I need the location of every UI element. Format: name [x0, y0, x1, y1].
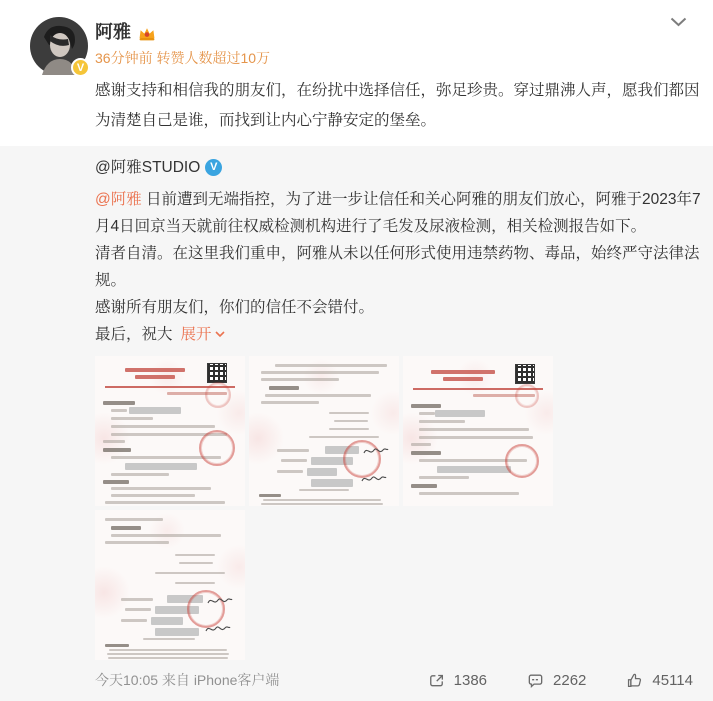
verified-badge-blue: V: [205, 159, 222, 176]
document-text-line: [281, 459, 307, 462]
report-images-grid: [95, 356, 555, 660]
vip-crown-icon: [138, 26, 156, 41]
document-text-line: [299, 489, 349, 491]
document-text-line: [277, 470, 303, 473]
document-text-line: [111, 409, 127, 412]
document-text-line: [275, 364, 387, 367]
document-text-line: [329, 412, 369, 414]
document-text-line: [111, 425, 215, 428]
qr-code-icon: [207, 363, 227, 383]
red-title-line: [431, 370, 495, 374]
document-text-line: [179, 562, 213, 564]
report-image-1[interactable]: [95, 356, 245, 506]
redacted-text: [311, 479, 353, 487]
comment-count: 2262: [553, 671, 587, 689]
repost-button[interactable]: [428, 672, 487, 689]
comment-icon: [527, 672, 544, 689]
red-title-line: [443, 377, 483, 381]
section-heading-line: [411, 484, 437, 488]
document-text-line: [419, 412, 435, 415]
redacted-text: [151, 617, 183, 625]
redacted-text: [125, 463, 197, 470]
like-button[interactable]: [626, 672, 693, 689]
expand-label: 展开: [180, 326, 212, 343]
quote-paragraph-1: [95, 186, 701, 240]
document-text-line: [121, 619, 147, 622]
redacted-text: [155, 628, 199, 636]
post-time-source: 今天10:05 来自 iPhone客户端: [95, 672, 280, 688]
report-image-4[interactable]: [95, 510, 245, 660]
section-heading-line: [111, 526, 141, 530]
document-text-line: [111, 534, 221, 537]
repost-count: 1386: [453, 671, 488, 689]
red-stamp-icon: [205, 382, 231, 408]
redacted-text: [307, 468, 337, 476]
like-icon: [626, 672, 643, 689]
document-text-line: [111, 487, 211, 490]
avatar[interactable]: [30, 17, 88, 75]
document-text-line: [277, 449, 309, 452]
document-text-line: [143, 638, 195, 640]
redacted-text: [435, 410, 485, 417]
mention-link[interactable]: @阿雅: [95, 191, 142, 208]
quoted-author-link[interactable]: @阿雅STUDIO: [95, 159, 201, 176]
section-heading-line: [105, 644, 129, 647]
document-text-line: [309, 436, 379, 438]
document-text-line: [261, 503, 383, 505]
section-heading-line: [103, 401, 135, 405]
section-heading-line: [269, 386, 299, 390]
signature-scribble: [363, 444, 389, 463]
document-text-line: [419, 492, 519, 495]
document-text-line: [111, 417, 153, 420]
document-text-line: [103, 440, 125, 443]
document-text-line: [419, 420, 465, 423]
quoted-post-header: [95, 157, 693, 181]
red-title-line: [135, 375, 175, 379]
red-stamp-icon: [515, 384, 539, 408]
document-text-line: [265, 394, 371, 397]
section-heading-line: [103, 480, 129, 484]
document-text-line: [419, 428, 529, 431]
quote-paragraph-4: [95, 321, 701, 348]
red-stamp-icon: [505, 444, 539, 478]
post-meta: 36分钟前 转赞人数超过10万: [95, 50, 271, 66]
redacted-text: [129, 407, 181, 414]
document-text-line: [175, 554, 215, 556]
quoted-post[interactable]: [0, 146, 713, 701]
section-heading-line: [259, 494, 281, 497]
quote-paragraph-2: 清者自清。在这里我们重申，阿雅从未以任何形式使用违禁药物、毒品，始终严守法律法规。: [95, 245, 700, 289]
section-heading-line: [411, 451, 441, 455]
quote-paragraph-4-text: 最后，祝大: [95, 326, 173, 343]
document-text-line: [125, 608, 151, 611]
signature-scribble: [207, 594, 233, 613]
repost-icon: [428, 672, 445, 689]
red-title-line: [125, 368, 185, 372]
post-footer: [95, 669, 693, 691]
document-text-line: [155, 572, 225, 574]
document-text-line: [111, 494, 195, 497]
document-text-line: [261, 371, 379, 374]
qr-code-icon: [515, 364, 535, 384]
quote-paragraph-3: 感谢所有朋友们，你们的信任不会错付。: [95, 299, 375, 316]
author-name[interactable]: 阿雅: [95, 22, 131, 42]
document-text-line: [105, 541, 169, 544]
chevron-down-icon[interactable]: [670, 14, 687, 32]
report-image-2[interactable]: [249, 356, 399, 506]
post-header: [95, 0, 713, 67]
verified-badge-yellow: V: [71, 58, 90, 77]
document-text-line: [105, 518, 163, 521]
signature-scribble: [361, 472, 387, 491]
signature-scribble: [205, 622, 231, 641]
document-text-line: [105, 501, 225, 504]
red-stamp-icon: [199, 430, 235, 466]
document-text-line: [109, 649, 227, 651]
expand-link[interactable]: [181, 321, 225, 348]
chevron-down-icon: [215, 331, 225, 338]
document-text-line: [411, 443, 431, 446]
document-text-line: [419, 476, 469, 479]
document-text-line: [107, 653, 229, 655]
section-heading-line: [103, 448, 131, 452]
report-image-3[interactable]: [403, 356, 553, 506]
document-text-line: [329, 428, 369, 430]
section-heading-line: [411, 404, 441, 408]
comment-button[interactable]: [527, 672, 586, 689]
document-text-line: [111, 473, 169, 476]
document-text-line: [108, 657, 228, 659]
redacted-text: [437, 466, 511, 473]
document-text-line: [419, 436, 533, 439]
document-text-line: [175, 582, 215, 584]
document-text-line: [121, 598, 153, 601]
quote-paragraph-1-text: 日前遭到无端指控，为了进一步让信任和关心阿雅的朋友们放心，阿雅于2023年7月4日回京当天就前往权威检测机构进行了毛发及尿液检测，相关检测报告如下。: [95, 191, 701, 235]
document-text-line: [261, 378, 339, 381]
document-text-line: [334, 420, 368, 422]
post-text: 感谢支持和相信我的朋友们，在纷扰中选择信任，弥足珍贵。穿过鼎沸人声，愿我们都因为清楚自己是谁，而找到让内心宁静安定的堡垒。: [95, 82, 700, 129]
like-count: 45114: [652, 671, 693, 689]
action-bar: [428, 672, 693, 689]
document-text-line: [263, 499, 381, 501]
document-text-line: [261, 401, 319, 404]
